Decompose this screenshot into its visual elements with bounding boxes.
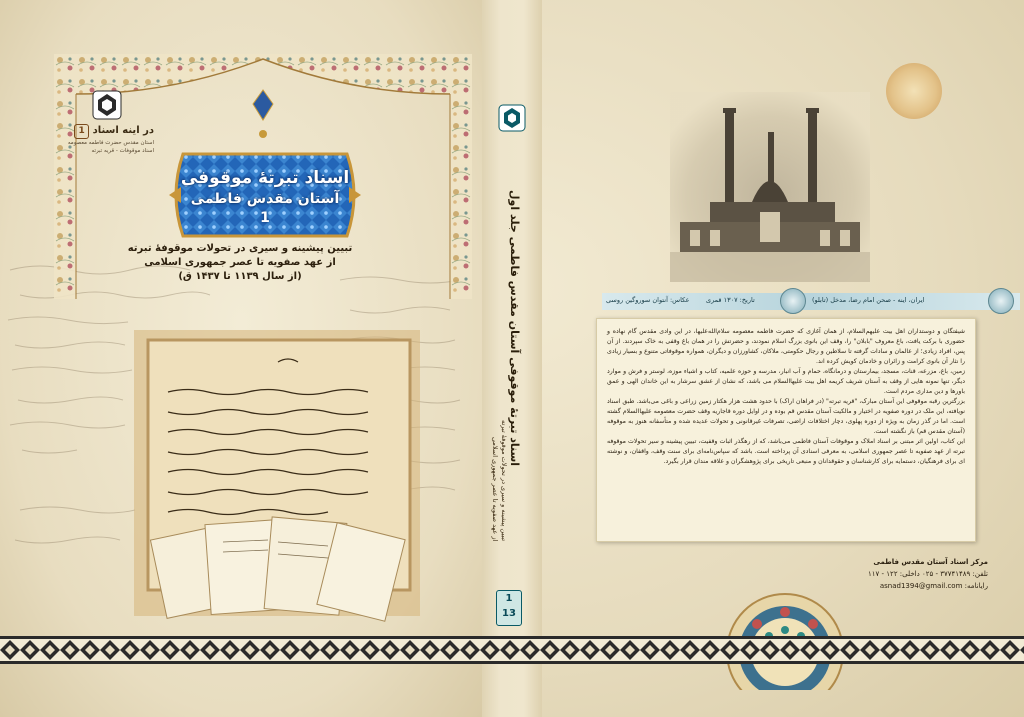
spine-title: اسناد تبرتهٔ موقوفی آستان مقدس فاطمی جلد اول [508, 190, 521, 467]
book-title-line-2: آستان مقدس فاطمی [190, 191, 340, 207]
gold-seal-icon [886, 63, 942, 119]
blurb-paragraph: زمین، باغ، مزرعه، قنات، مسجد، بیمارستان و درمانگاه، حمام و آب انبار، مدرسه و حوزه علمیه، کتاب و اشیاء موزه، لوستر و فرش و موارد دیگر، تنها نمونه هایی از وقف به آستان شریف کریمه اهل بیت علیهاالسلام می باشد، که نشان از عشق سرشار به این خاندان الهی و عمق باورها و دین مداری مردم است. [607, 368, 965, 395]
institution-logo [92, 90, 122, 120]
series-line-1: استان مقدس حضرت فاطمه معصومه [67, 140, 154, 146]
spine-subtitle [490, 420, 508, 541]
series-label [44, 124, 154, 155]
caption-photographer: عکاس: آنتوان سوروگین روسی [606, 296, 690, 304]
series-title: در اینه اسناد [92, 125, 154, 136]
front-cover [0, 0, 482, 717]
book-spine [482, 0, 542, 717]
spine-badge-bottom: 13 [502, 608, 516, 619]
medallion-ornament [710, 560, 860, 690]
contact-org: مرکز اسناد آستان مقدس فاطمی [873, 558, 988, 566]
caption-date: تاریخ: ۱۳۰۷ قمری [706, 296, 755, 304]
series-number: 1 [74, 124, 89, 139]
historical-document-image [128, 322, 428, 622]
blurb-panel [596, 318, 976, 542]
spine-volume-badge [496, 590, 522, 626]
shrine-photograph [670, 92, 870, 282]
spine-badge-top: 1 [505, 593, 513, 604]
subtitle-line-2: از عهد صفویه تا عصر جمهوری اسلامی [144, 257, 336, 268]
photo-caption-bar [602, 293, 1020, 310]
blurb-paragraph: بزرگترین رقبه موقوفی این آستان مبارک، "قریه تبرته" (در فراهان اراک) با حدود هشت هزار هکتار زمین زراعی و باغی می‌باشد. طبق اسناد نویافته، این ملک در دوره صفویه در اختیار و مالکیت آستان مقدس قم بوده و در اوایل دوره قاجاریه وقف حضرت معصومه علیهاالسلام گشته است. اما در گذر زمان به ویژه از دوره پهلوی، دچار اختلافات اراضی، تصرفات غیرقانونی و تحولات عدیده شده و متأسفانه هنوز به موقوفه (آستان مقدس قم) باز نگشته است. [607, 398, 965, 435]
book-title: اسناد تبرتهٔ موقوفی [180, 168, 350, 188]
contact-phone: تلفن: ۳۷۷۴۱۴۸۹ - ۰۲۵ داخلی: ۱۲۲ - ۱۱۷ [868, 570, 988, 578]
decorative-border-strip [0, 636, 1024, 664]
blurb-paragraph: این کتاب، اولین اثر مبتنی بر اسناد املاک و موقوفات آستان فاطمی می‌باشد، که از رهگذر اثبات وقفیت، تبیین پیشینه و سیر تحولات موقوفه تبرته از عهد صفویه تا عصر جمهوری اسلامی، به معرفی اسنادی آن پرداخته است. باشد که سپاس‌نامه‌ای برای سنت وقف، واقفان، و نوشته ای برای فرهنگیان، دستمایه برای کارشناسان و حقوقدانان و منبعی تاریخی برای پژوهشگران و علاقه مندان قرار بگیرد. [607, 438, 965, 465]
back-cover [542, 0, 1024, 717]
spine-subtitle-line-2: از عهد صفویه تا عصر جمهوری اسلامی [491, 436, 499, 542]
spine-subtitle-line-1: تبیین پیشینه و سیری در تحولات موقوفهٔ تبرته [500, 420, 508, 542]
subtitle-line-3: (از سال ۱۱۳۹ تا ۱۴۳۷ ق) [178, 271, 302, 282]
subtitle-line-1: تبیین پیشینه و سیری در تحولات موقوفهٔ تبرته [127, 243, 353, 254]
contact-email: رایانامه: asnad1394@gmail.com [879, 582, 988, 590]
blurb-paragraph: شیفتگان و دوستداران اهل بیت علیهم‌السلام، از همان آغازی که حضرت فاطمه معصومه سلام‌الله‌علیها، در این وادی مقدس گام نهاده و حضوری با برکت یافت، باغ معروف "بابلان" را، وقف این بانوی بزرگ اسلام نمودند، و حضرتش را در همان باغ وقفی به خاک سپردند. از آن پس، افراد زیادی؛ از عالمان و سادات گرفته تا سلاطین و رجال حکومتی، ملاکان، کشاورزان و دیگران، همواره موقوفاتی متنوع و بسیار زیادی را نثار آن بانوی کرامت و زائران و خادمان کویش کرده اند. [607, 328, 965, 365]
caption-medal-icon [780, 288, 806, 314]
caption-medal-icon [988, 288, 1014, 314]
caption-location: ایران، اینه - صحن امام رضا، مدخل (تابلو) [812, 296, 925, 304]
spine-logo [498, 104, 526, 132]
volume-number: 1 [260, 210, 270, 226]
book-subtitle [90, 242, 390, 284]
series-line-2: اسناد موقوفات - قریه تبرته [91, 148, 154, 154]
